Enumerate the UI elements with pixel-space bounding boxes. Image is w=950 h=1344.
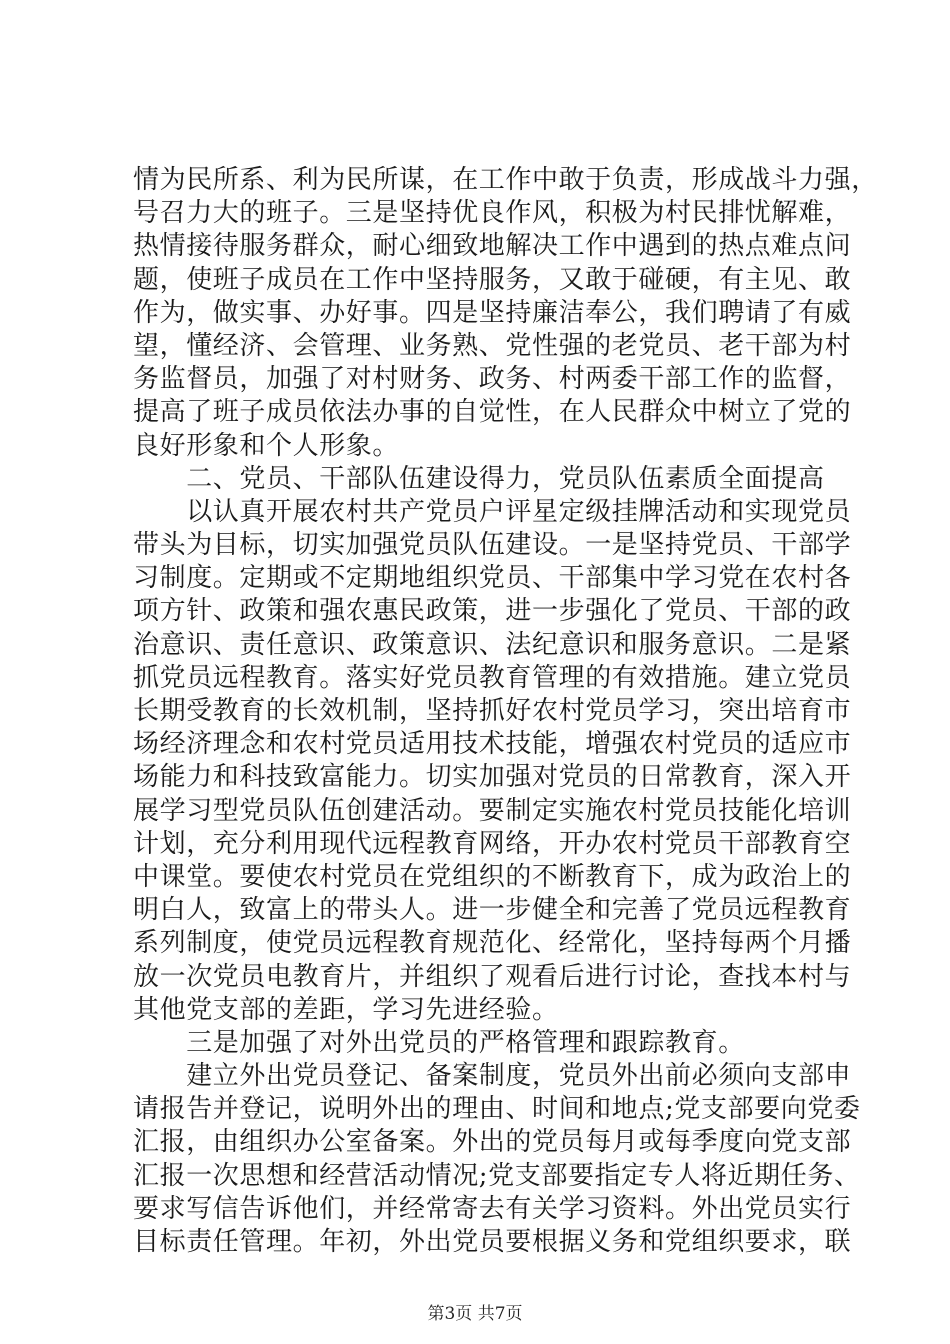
page-number-footer: 第3页 共7页 bbox=[427, 1304, 523, 1324]
text-line: 目标责任管理。年初，外出党员要根据义务和党组织要求，联 bbox=[133, 1227, 852, 1257]
text-line: 以认真开展农村共产党员户评星定级挂牌活动和实现党员 bbox=[133, 496, 852, 527]
text-line: 务监督员，加强了对村财务、政务、村两委干部工作的监督， bbox=[133, 364, 852, 395]
text-line: 良好形象和个人形象。 bbox=[133, 430, 400, 461]
text-line: 作为，做实事、办好事。四是坚持廉洁奉公，我们聘请了有威 bbox=[133, 297, 852, 328]
text-line: 望，懂经济、会管理、业务熟、党性强的老党员、老干部为村 bbox=[133, 330, 852, 361]
text-line: 三是加强了对外出党员的严格管理和跟踪教育。 bbox=[133, 1027, 745, 1058]
text-line: 要求写信告诉他们，并经常寄去有关学习资料。外出党员实行 bbox=[133, 1193, 852, 1224]
text-line: 抓党员远程教育。落实好党员教育管理的有效措施。建立党员 bbox=[133, 662, 852, 693]
text-line: 长期受教育的长效机制，坚持抓好农村党员学习，突出培育市 bbox=[133, 696, 852, 726]
text-line: 其他党支部的差距，学习先进经验。 bbox=[133, 994, 559, 1025]
text-line: 汇报，由组织办公室备案。外出的党员每月或每季度向党支部 bbox=[133, 1127, 852, 1158]
text-line: 习制度。定期或不定期地组织党员、干部集中学习党在农村各 bbox=[133, 563, 852, 594]
text-line: 号召力大的班子。三是坚持优良作风，积极为村民排忧解难， bbox=[133, 198, 852, 229]
text-line: 放一次党员电教育片，并组织了观看后进行讨论，查找本村与 bbox=[133, 961, 852, 992]
text-line: 二、党员、干部队伍建设得力，党员队伍素质全面提高 bbox=[133, 463, 825, 494]
text-line: 明白人，致富上的带头人。进一步健全和完善了党员远程教育 bbox=[133, 895, 852, 926]
text-line: 场经济理念和农村党员适用技术技能，增强农村党员的适应市 bbox=[133, 729, 852, 760]
text-line: 场能力和科技致富能力。切实加强对党员的日常教育，深入开 bbox=[133, 762, 852, 793]
text-line: 展学习型党员队伍创建活动。要制定实施农村党员技能化培训 bbox=[133, 795, 852, 826]
text-line: 提高了班子成员依法办事的自觉性，在人民群众中树立了党的 bbox=[133, 397, 852, 428]
text-line: 汇报一次思想和经营活动情况;党支部要指定专人将近期任务、 bbox=[133, 1160, 861, 1191]
text-line: 系列制度，使党员远程教育规范化、经常化，坚持每两个月播 bbox=[133, 928, 852, 959]
text-line: 项方针、政策和强农惠民政策，进一步强化了党员、干部的政 bbox=[133, 596, 852, 627]
body-text bbox=[133, 164, 878, 1259]
text-line: 题，使班子成员在工作中坚持服务，又敢于碰硬，有主见、敢 bbox=[133, 264, 852, 295]
text-line: 计划，充分利用现代远程教育网络，开办农村党员干部教育空 bbox=[133, 828, 852, 859]
text-line: 建立外出党员登记、备案制度，党员外出前必须向支部申 bbox=[133, 1061, 852, 1092]
text-line: 热情接待服务群众，耐心细致地解决工作中遇到的热点难点问 bbox=[133, 231, 852, 262]
text-line: 治意识、责任意识、政策意识、法纪意识和服务意识。二是紧 bbox=[133, 629, 852, 660]
text-line: 请报告并登记，说明外出的理由、时间和地点;党支部要向党委 bbox=[133, 1094, 861, 1125]
text-line: 中课堂。要使农村党员在党组织的不断教育下，成为政治上的 bbox=[133, 861, 852, 892]
text-line: 情为民所系、利为民所谋，在工作中敢于负责，形成战斗力强， bbox=[133, 165, 878, 195]
text-line: 带头为目标，切实加强党员队伍建设。一是坚持党员、干部学 bbox=[133, 530, 852, 561]
